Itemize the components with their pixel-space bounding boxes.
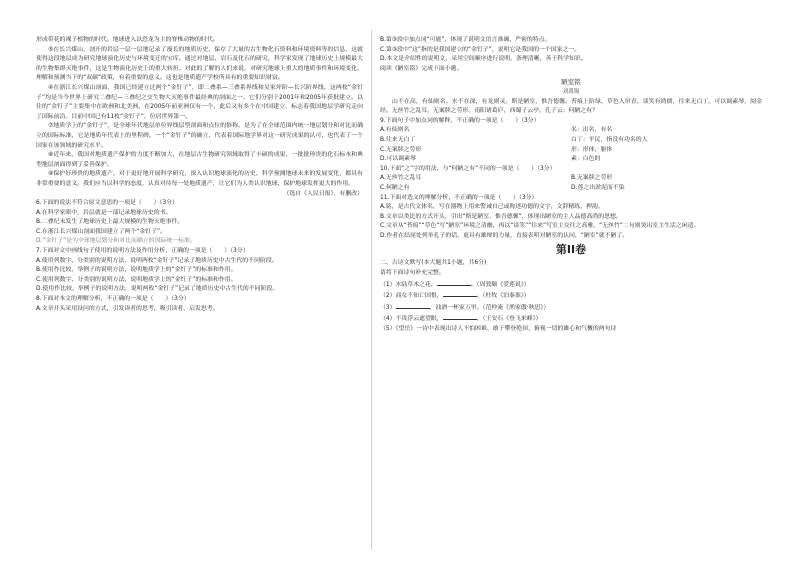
paragraph-9: ⑨保护好珍贵的地质遗产，对于更好地开展科学研究，深入认识地球演化的历史，科学预测地球未来的发展变化，都具有非常重要的意义。我们应当以科学的态度，认真对待每一处地质遗产，让它们为人类认识地球、保护地球发挥更大的作用。: [36, 171, 363, 187]
fill-5: （5）《望岳》一诗中表现出诗人不怕困难、敢于攀登绝顶，俯视一切的雄心和气概的两句诗: [380, 326, 617, 333]
q8-stem: 8.下面对本文的理解分析，不正确的一项是（ ）（3分）: [36, 296, 190, 303]
paragraph-0: 形成带花的裸子植物的时代。地球进入以恐龙为主的脊椎动物的时代。: [36, 37, 219, 43]
fill-2: （2）商女不知亡国恨， 。（杜牧《泊秦淮》）: [380, 290, 762, 302]
q6-option-c: C.在浙江长兴煤山剖面我国建立了两个“金钉子”。: [36, 228, 166, 235]
paragraph-5: ⑤在长兴煤山，剖开的岩层一层一层地记录了漫长的地质历史，保存了大量的古生物化石资料和环境资料等的信息。这就使得这段地层成为研究地球演化历史与环境变迁的宝库。通过对地层、岩石及化石的研究，科学家发现了地球历史上规模最大的生物集群灭绝事件，这是生物演化历史上的重大转折。对此的了解的人们来说，对研究地球上重大的地质事件和环境变化，理解和预测当下的“双碳”政策，有着重要的意义。这也是地质遗产学校所具有的重要知识财富。: [36, 46, 363, 82]
reading-intro: 阅读《陋室铭》完成下面小题。: [380, 65, 463, 72]
section-two-heading: 二、古诗文默写(本大题共1小题，共6分): [380, 260, 487, 267]
fill-1-blank: [437, 279, 471, 286]
q6-option-a: A.在科学家眼中，岩层就是一部记录地球历史的书。: [36, 209, 172, 216]
q6-option-d: D.“金钉子”是为全球地层划分和对比而确立的国际统一标准。: [36, 238, 196, 245]
q7-option-c: C.使用列数字、分类别的说明方法，说明地质学上的“金钉子”的标准和作用。: [36, 276, 237, 283]
poem-text: 山不在高，有仙则名。水不在深，有龙则灵。斯是陋室，惟吾德馨。苔痕上阶绿，草色入帘青。谈笑有鸿儒，往来无白丁。可以调素琴，阅金经。无丝竹之乱耳，无案牍之劳形。南阳诸葛庐，西蜀子云亭。孔子云：何陋之有？: [380, 98, 762, 115]
q8-option-d: D.本文是介绍性的说明文，采用空间顺序进行说明，条理清晰，善于科学知识。: [380, 56, 587, 63]
q11-option-b: B.文章以类比的方式开头，引出“斯是陋室，惟吾德馨”，体现出陋室的主人品德高尚的思想。: [380, 213, 622, 220]
q9-option-a: A.有仙则名 名：出名，有名: [380, 127, 613, 134]
q9-stem: 9.下面句子中加点词的解释，不正确的一项是（ ）（3分）: [380, 117, 540, 124]
fill-3-blank: [396, 302, 430, 309]
q7-option-b: B.使用作比较、举例子的说明方法，说明地质学上的“金钉子”的标准和作用。: [36, 267, 237, 274]
column-divider: [371, 30, 372, 550]
poem-title: 陋室铭: [561, 78, 581, 87]
q11-option-c: C.文章从“苔痕”“草色”写“陋室”环境之清幽，再以“谈笑”“往来”写室主交往之高雅，“无丝竹”二句则突出室主生活之闲适。: [380, 223, 700, 230]
paragraph-8: ⑧近年来，我国对地质遗产保护的力度不断加大，在地层古生物研究领域取得了丰硕的成果，一批批珍贵的化石标本和典型地层剖面得到了妥善保护。: [36, 152, 363, 168]
article-source: （选自《人民日报》，有删改）: [283, 190, 363, 197]
paragraph-6: ④在浙江长兴煤山剖面，我国已经建立过两个“金钉子”，即二叠系—三叠系界线和吴家坪阶—长兴阶界线。这两枚“金钉子”均是当今世界上研究二叠纪—三叠纪之交生物大灭绝事件最经典的剖面之一。它们分别于2001年和2005年获批建立。以往的“金钉子”主要集中在欧洲和北美洲，在2005年前亚洲仅有一个，此后又有多个在中国建立，标志着我国地层学研究走向了国际前沿。目前中国已有11枚“金钉子”，位居世界第一。: [36, 84, 363, 120]
fill-3: （3） ，浊酒一杯家万里。（范仲淹《渔家傲·秋思》）: [380, 302, 762, 314]
poem-author: 刘禹锡: [562, 88, 580, 95]
q10-options-cd: C.何陋之有 D.莲之出淤泥而不染: [380, 184, 625, 191]
fill-4-blank: [443, 313, 477, 320]
fill-2-blank: [443, 290, 477, 297]
q9-option-c: C.无案牍之劳形 形：形体，躯体: [380, 146, 613, 153]
fill-4: （4）不畏浮云遮望眼， 。（王安石《登飞来峰》）: [380, 313, 762, 325]
left-column: [36, 36, 363, 314]
q7-option-d: D.使用作比较、举例子的说明方法，说明两枚“金钉子”记录了地质历史中古生代的不同阶段。: [36, 286, 279, 293]
q11-option-d: D.作者在结尾处列举孔子的话，更具有雄辩的力量，直接表明对陋室的认同，“陋室”就不陋了。: [380, 232, 629, 239]
q11-stem: 11.下面对选文的理解分析，不正确的一项是（ ）（3分）: [380, 194, 538, 201]
q11-option-a: A.铭，是古代文体名，写在器物上用来警诫自己或称述功德的文字，文辞精练，押韵。: [380, 204, 604, 211]
q6-option-b: B.二叠纪末发生了地球历史上最大规模的生物灭绝事件。: [36, 219, 184, 226]
q7-option-a: A.使用列数字、分类别的说明方法，说明两枚“金钉子”记录了地质历史中古生代的不同阶段。: [36, 257, 278, 264]
q9-option-b: B.往来无白丁 白丁：平民，指没有功名的人: [380, 136, 648, 143]
q6-stem: 6.下面的说法不符合原文意思的一项是（ ）（3分）: [36, 200, 178, 207]
q8-option-c: C.第③段中“这”指的是我国建立的“金钉子”，说明它是我国的一个国家之一。: [380, 46, 581, 53]
q7-stem: 7.下面对文中画线句子使用的说明方法及作用分析，正确的一项是（ ）（3分）: [36, 248, 249, 255]
q10-options-ab: A.无丝竹之乱耳 B.无案牍之劳形: [380, 175, 613, 182]
q10-stem: 10.下面“之”字的用法，与“何陋之有”不同的一项是（ ）（3分）: [380, 165, 556, 172]
right-column: [380, 36, 762, 335]
q8-option-b: B.第③段中加点词“可能”，体现了说明文语言准确、严密的特点。: [380, 37, 551, 43]
part-two-title: 第II卷: [555, 243, 587, 257]
q8-option-a: A.文章开头采用设问的方式，引发读者的思考，吸引读者，启发思考。: [36, 305, 219, 312]
q9-option-d: D.可以调素琴 素：白色的: [380, 156, 601, 163]
fill-1: （1）水陆草木之花， 。（周敦颐《爱莲说》）: [380, 279, 762, 291]
section-two-instruction: 请将下面诗句补充完整。: [380, 270, 445, 277]
paragraph-7: ⑦地质学上的“金钉子”，是全球年代地层单位界线层型剖面和点位的俗称，是为了在全球范围内统一地层划分和对比而确立的国际标准，它是地质年代表上的里程碑。一个“金钉子”的确立，代表着国际地学界对这一研究成果的认可，也代表了一个国家在该领域的研究水平。: [36, 123, 363, 149]
